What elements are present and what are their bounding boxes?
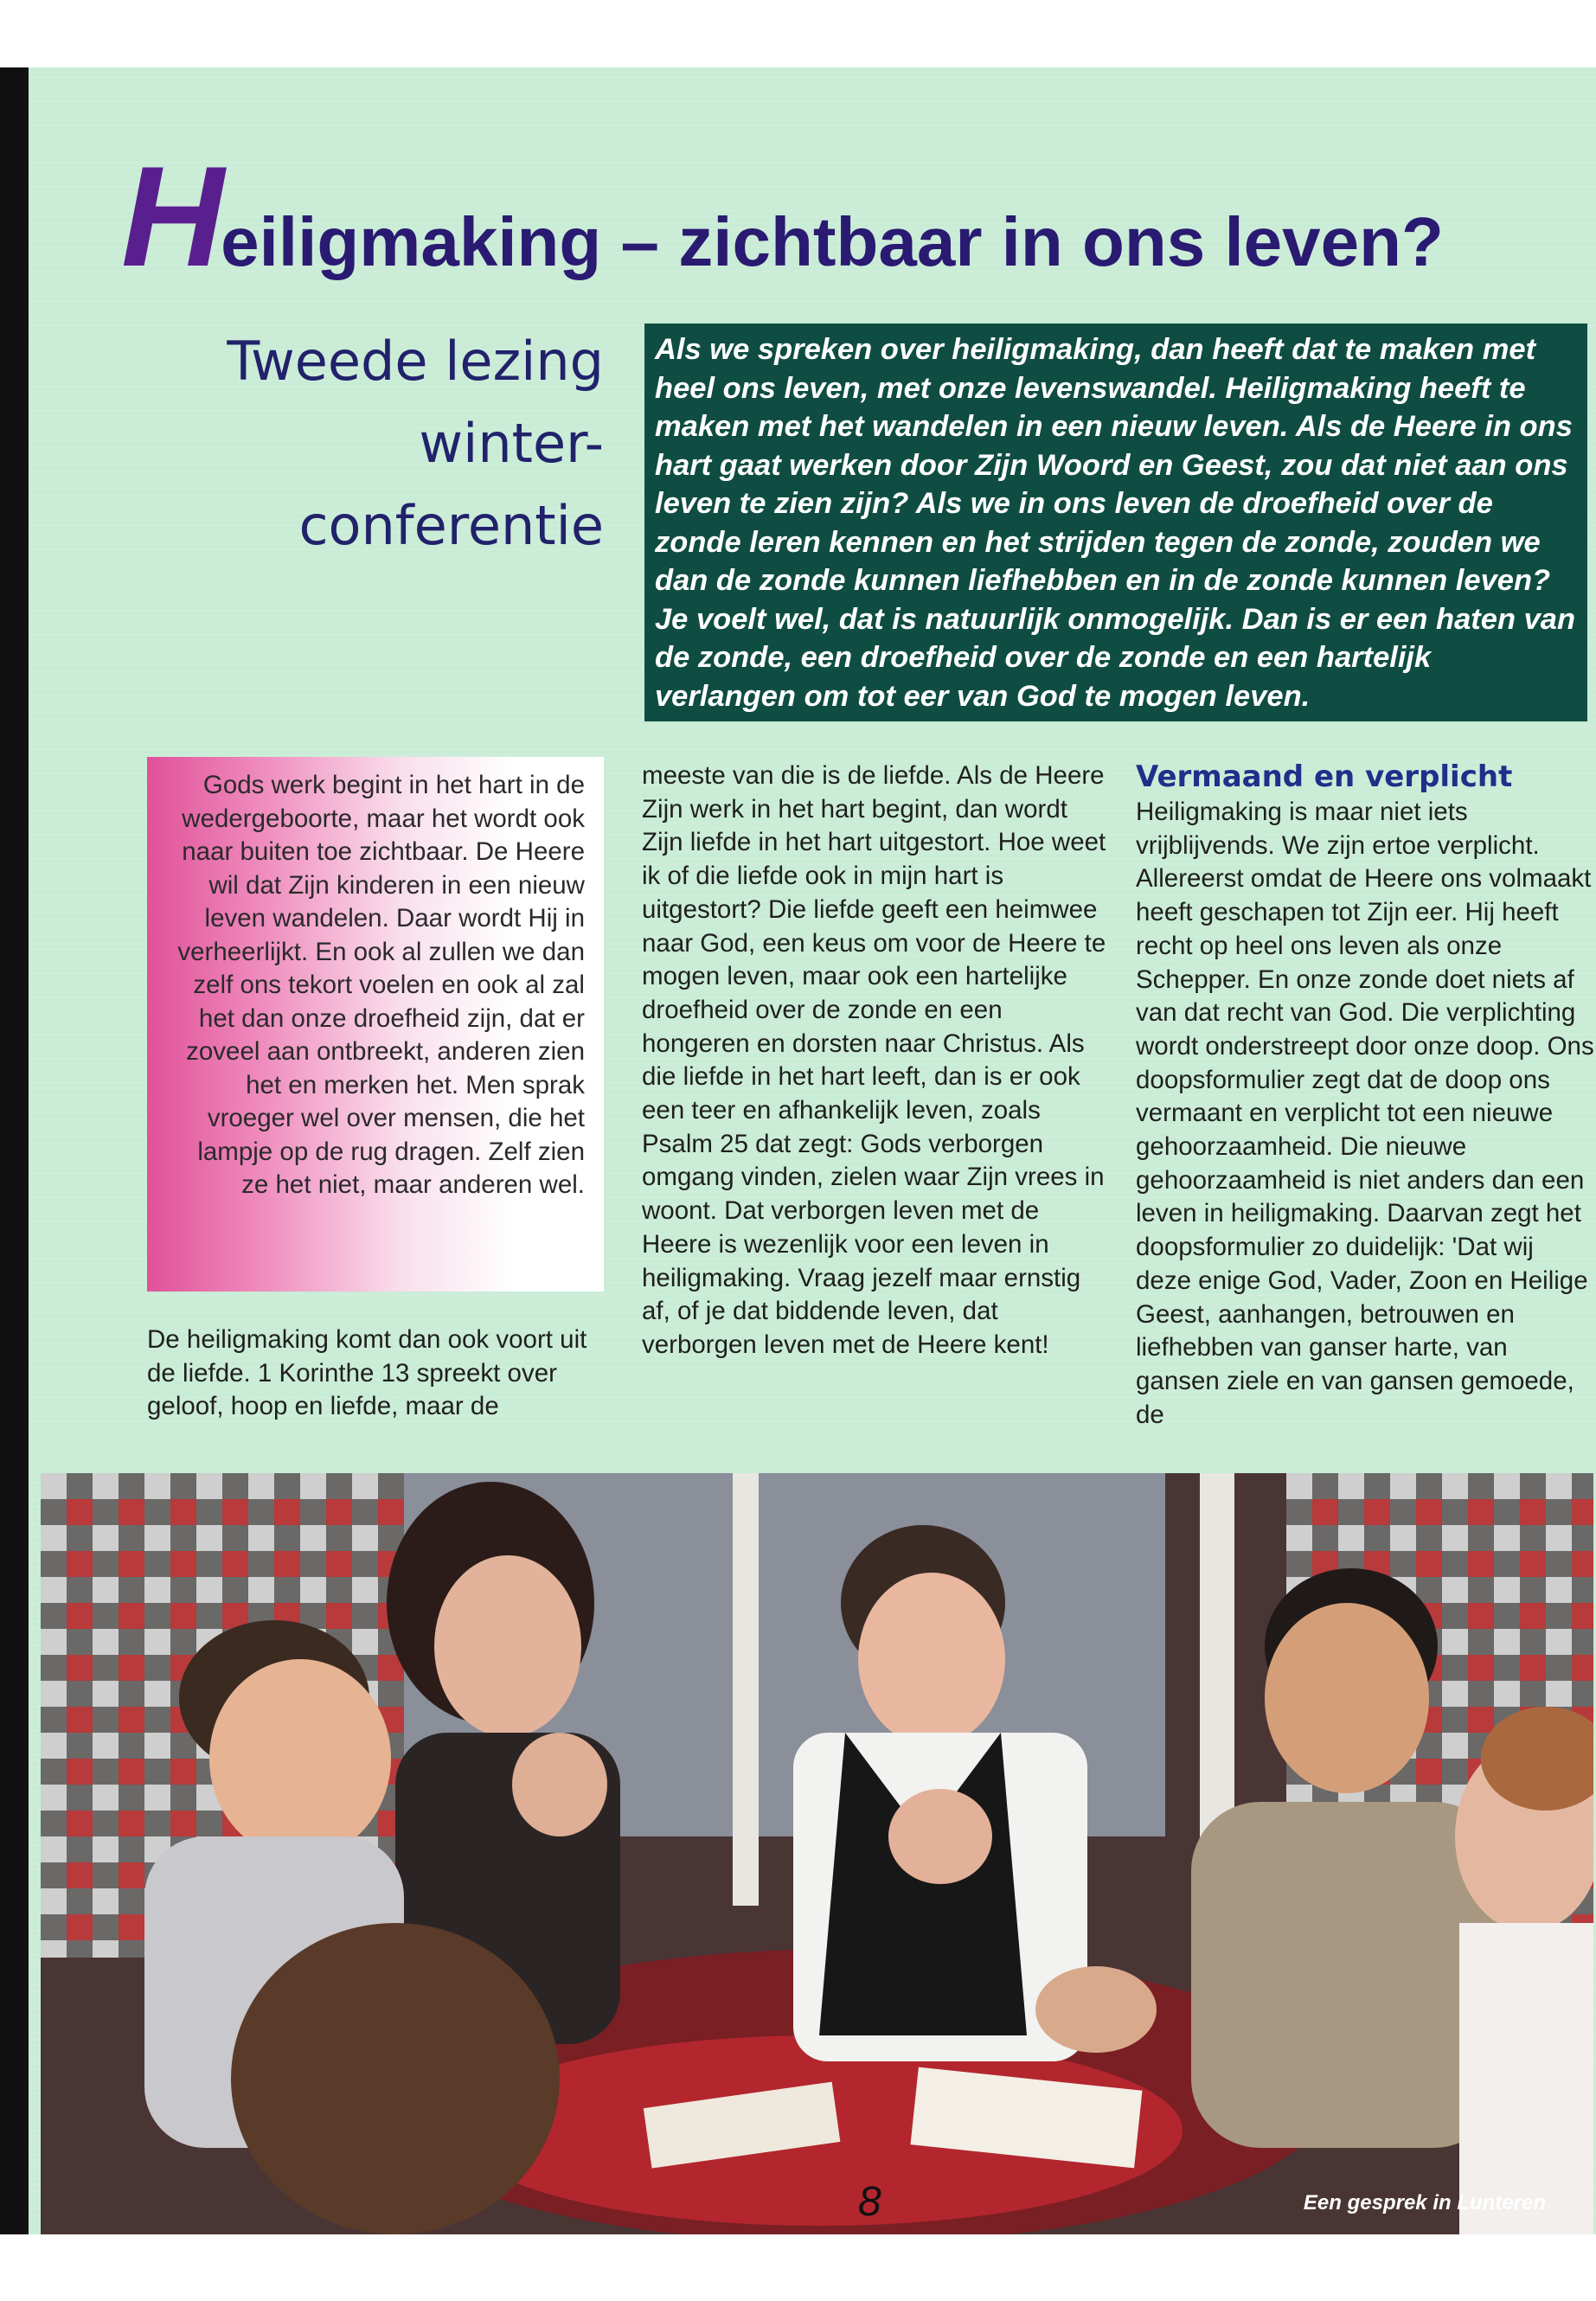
body-column-3 [1136, 760, 1594, 1432]
photo-caption: Een gesprek in Lunteren [1303, 2191, 1546, 2214]
group-photo [41, 1473, 1593, 2234]
title-rest: eiligmaking – zichtbaar in ons leven? [221, 203, 1444, 280]
body-column-2: meeste van die is de liefde. Als de Heere Zijn werk in het hart begint, dan wordt Zijn liefde in het hart uitgestort. Hoe weet ik of die liefde ook in mijn hart is uitgestort? Die liefde geeft een heimwee naar God, een keus om voor de Heere te mogen leven, maar ook een hartelijke droefheid over de zonde en een hongeren en dorsten naar Christus. Als die liefde in het hart leeft, dan is er ook een teer en afhankelijk leven, zoals Psalm 25 dat zegt: Gods verborgen omgang vinden, zielen waar Zijn vrees in woont. Dat verborgen leven met de Heere is wezenlijk voor een leven in heiligmaking. Vraag jezelf maar ernstig af, of je dat biddende leven, dat verborgen leven met de Heere kent! [642, 761, 1106, 1359]
photo-image [41, 1473, 1593, 2234]
article-title [121, 134, 1557, 298]
intro-box: Als we spreken over heiligmaking, dan heeft dat te maken met heel ons leven, met onze levenswandel. Heiligmaking heeft te maken met het wandelen in een nieuw leven. Als de Heere in ons hart gaat werken door Zijn Woord en Geest, zou dat niet aan ons leven te zien zijn? Als we in ons leven de droefheid over de zonde leren kennen en het strijden tegen de zonde, zouden we dan de zonde kunnen liefhebben en in de zonde kunnen leven? Je voelt wel, dat is natuurlijk onmogelijk. Dan is er een haten van de zonde, een droefheid over de zonde en een hartelijk verlangen om tot eer van God te mogen leven. [644, 324, 1587, 721]
title-initial: H [121, 137, 221, 296]
subtitle-line-1: Tweede lezing [227, 330, 604, 393]
scan-edge [0, 67, 29, 2234]
section-body: Heiligmaking is maar niet iets vrijblijvends. We zijn ertoe verplicht. Allereerst omdat de Heere ons volmaakt heeft geschapen tot Zijn eer. Hij heeft recht op heel ons leven als onze Schepper. En onze zonde doet niets af van dat recht van God. Die verplichting wordt onderstreept door onze doop. Ons doopsformulier zegt dat de doop ons vermaant en verplicht tot een nieuwe gehoorzaamheid. Die nieuwe gehoorzaamheid is niet anders dan een leven in heiligmaking. Daarvan zegt het doopsformulier zo duidelijk: 'Dat wij deze enige God, Vader, Zoon en Heilige Geest, aanhangen, betrouwen en liefhebben van ganser harte, van gansen ziele en van gansen gemoede, de [1136, 798, 1594, 1429]
subtitle [190, 320, 604, 567]
highlight-box: Gods werk begint in het hart in de wedergeboorte, maar het wordt ook naar buiten toe zichtbaar. De Heere wil dat Zijn kinderen in een nieuw leven wandelen. Daar wordt Hij in verheerlijkt. En ook al zullen we dan zelf ons tekort voelen en ook al zal het dan onze droefheid zijn, dat er zoveel aan ontbreekt, anderen zien het en merken het. Men sprak vroeger wel over mensen, die het lampje op de rug dragen. Zelf zien ze het niet, maar anderen wel. [147, 757, 604, 1292]
subtitle-line-2: winter- [419, 412, 604, 475]
top-margin [0, 0, 1596, 69]
page-number: 8 [858, 2179, 881, 2225]
subtitle-line-3: conferentie [298, 494, 604, 557]
body-column-1: De heiligmaking komt dan ook voort uit de liefde. 1 Korinthe 13 spreekt over geloof, hoop en liefde, maar de [147, 1325, 587, 1421]
section-heading: Vermaand en verplicht [1136, 760, 1513, 794]
